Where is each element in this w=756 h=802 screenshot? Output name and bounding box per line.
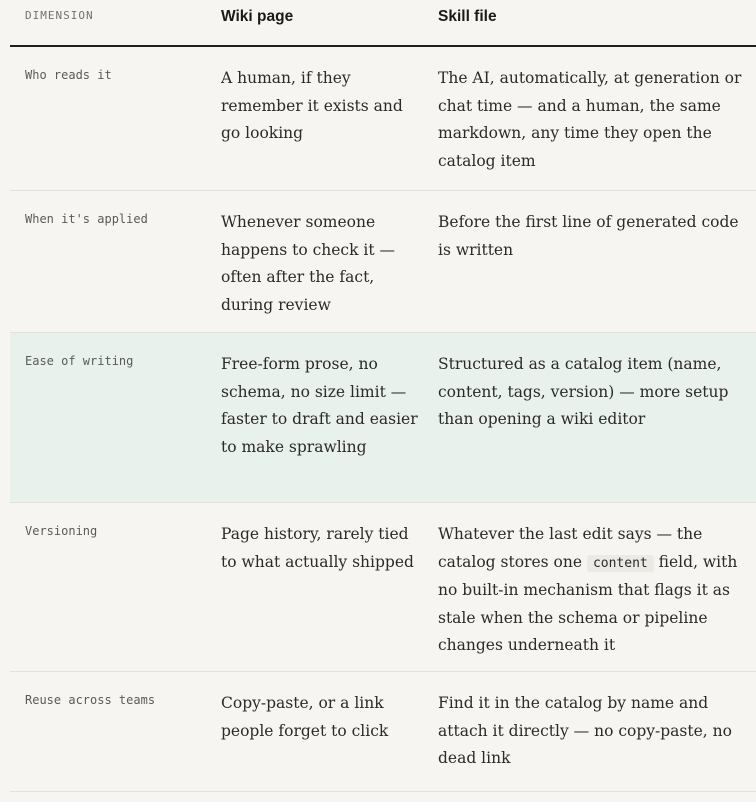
row-skill-cell: Find it in the catalog by name and attach it directly — no copy-paste, no dead link <box>438 694 732 767</box>
table-header-row <box>10 0 756 47</box>
comparison-table <box>10 0 756 792</box>
table-row <box>10 47 756 191</box>
row-skill-cell <box>438 521 756 660</box>
row-skill-cell: Before the first line of generated code is written <box>438 213 739 259</box>
row-skill-cell: Structured as a catalog item (name, content, tags, version) — more setup than opening a wiki editor <box>438 355 729 428</box>
table-row <box>10 191 756 333</box>
table-row <box>10 503 756 672</box>
row-dimension: Versioning <box>25 524 98 538</box>
inline-code-content: content <box>587 555 654 572</box>
header-skill-file: Skill file <box>438 8 497 25</box>
row-dimension: Reuse across teams <box>25 693 156 707</box>
row-wiki-cell: Free-form prose, no schema, no size limit — faster to draft and easier to make sprawling <box>221 355 418 456</box>
row-wiki-cell: A human, if they remember it exists and go looking <box>221 69 403 142</box>
table-row <box>10 672 756 792</box>
skill-text-before: Whatever the last edit says — the catalog stores one <box>438 525 703 571</box>
skill-text-after: field, with no built-in mechanism that flags it as stale when the schema or pipeline changes underneath it <box>438 552 738 654</box>
table-row-highlighted <box>10 333 756 503</box>
row-wiki-cell: Whenever someone happens to check it — often after the fact, during review <box>221 213 396 314</box>
header-dimension: DIMENSION <box>25 9 94 22</box>
row-wiki-cell: Copy-paste, or a link people forget to click <box>221 694 389 740</box>
row-wiki-cell: Page history, rarely tied to what actually shipped <box>221 525 414 571</box>
row-dimension: When it's applied <box>25 212 148 226</box>
row-dimension: Ease of writing <box>25 354 134 368</box>
row-skill-cell: The AI, automatically, at generation or chat time — and a human, the same markdown, any time they open the catalog item <box>438 69 742 170</box>
row-dimension: Who reads it <box>25 68 112 82</box>
header-wiki-page: Wiki page <box>221 8 294 25</box>
